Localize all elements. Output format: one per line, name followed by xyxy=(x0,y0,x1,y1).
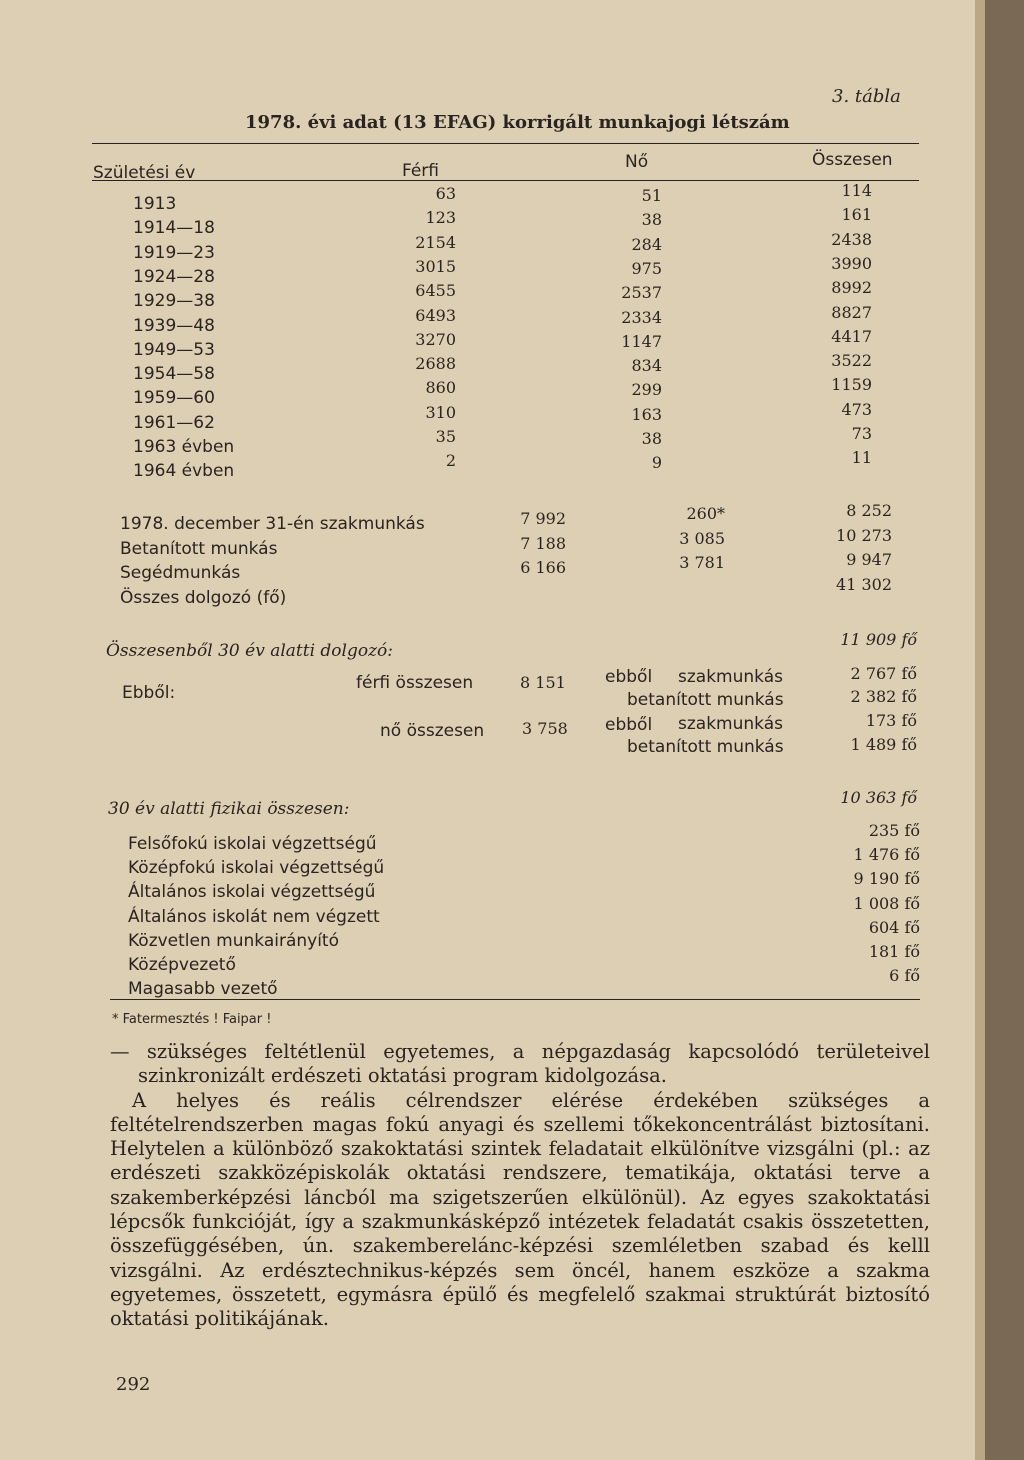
female-skilled-value: 173 fő xyxy=(865,711,917,730)
summary-row-total: 10 273 xyxy=(836,526,892,545)
summary-row-female: 260* xyxy=(686,504,725,523)
table-row-total: 114 xyxy=(841,181,872,200)
physical-item-value: 235 fő xyxy=(868,821,920,840)
table-row-year: 1964 évben xyxy=(133,461,235,482)
table-row-male: 310 xyxy=(425,402,456,422)
physical-item-label: Általános iskolai végzettségű xyxy=(128,882,376,903)
summary-row-label: 1978. december 31-én szakmunkás xyxy=(120,514,425,534)
table-row-female: 38 xyxy=(641,210,662,230)
table-row-year: 1963 évben xyxy=(133,437,235,457)
summary-row-total: 41 302 xyxy=(836,575,892,594)
under30-total: 11 909 fő xyxy=(840,630,917,649)
header-female: Nő xyxy=(625,152,649,172)
female-skilled-label: szakmunkás xyxy=(678,714,783,734)
table-row-female: 299 xyxy=(631,380,662,400)
table-row-male: 123 xyxy=(425,208,456,228)
table-row-total: 1159 xyxy=(831,375,872,395)
table-row-year: 1949—53 xyxy=(133,339,215,360)
table-row-male: 63 xyxy=(435,184,456,203)
summary-row-label: Segédmunkás xyxy=(120,563,241,583)
physical-total: 10 363 fő xyxy=(840,788,917,807)
table-row-year: 1961—62 xyxy=(133,412,215,433)
table-row-female: 1147 xyxy=(621,331,662,351)
table-row-female: 51 xyxy=(641,186,662,205)
table-row-total: 11 xyxy=(851,448,872,468)
male-total-label: férfi összesen xyxy=(356,673,474,693)
table-row-total: 8992 xyxy=(831,278,872,298)
male-skilled-label: szakmunkás xyxy=(678,667,783,687)
physical-item-label: Általános iskolát nem végzett xyxy=(128,906,380,927)
table-row-female: 284 xyxy=(631,234,662,254)
female-trained-label: betanított munkás xyxy=(627,737,784,757)
body-paragraph-2: A helyes és reális célrendszer elérése érdekében szükséges a feltételrendszerben magas fokú anyagi és szellemi tőkekoncentrálást biztosítani. Helytelen a különböző szakoktatási szintek feladatait elkülönítve vizsgálni (pl.: az erdészeti szakközépiskolák oktatási rendszere, tematikája, oktatási terve a szakemberképzési láncból ma szigetszerűen elkülönül). Az egyes szakoktatási lépcsők funkcióját, így a szakmunkásképző intézetek feladatát csakis összetetten, összefüggésében, ún. szakemberelánc-képzési szemléletben szabad és kelll vizsgálni. Az erdésztechnikus-képzés sem öncél, hanem eszköze a szakma egyetemes, összetett, egymásra épülő és megfelelő szakmai struktúrát biztosító oktatási politikájának. xyxy=(110,1088,930,1331)
header-total: Összesen xyxy=(812,150,893,170)
under30-title: Összesenből 30 év alatti dolgozó: xyxy=(106,641,393,661)
table-row-total: 8827 xyxy=(831,302,872,322)
summary-row-female: 3 085 xyxy=(679,529,725,548)
footnote: * Fatermesztés ! Faipar ! xyxy=(112,1012,272,1027)
table-row-year: 1954—58 xyxy=(133,364,215,385)
body-paragraph-1: — szükséges feltétlenül egyetemes, a népgazdaság kapcsolódó területeivel szinkronizált erdészeti oktatási program kidolgozása. xyxy=(110,1040,930,1088)
physical-item-value: 604 fő xyxy=(868,917,920,937)
under30-of-which: Ebből: xyxy=(122,683,176,703)
table-row-year: 1914—18 xyxy=(133,218,215,239)
table-row-male: 3270 xyxy=(415,329,456,349)
summary-row-total: 8 252 xyxy=(846,501,892,520)
physical-item-value: 1 008 fő xyxy=(853,893,920,913)
table-row-year: 1929—38 xyxy=(133,291,215,312)
table-row-total: 161 xyxy=(841,205,872,225)
table-row-female: 975 xyxy=(631,258,662,278)
body-text xyxy=(110,1040,930,1332)
page-number: 292 xyxy=(116,1374,151,1395)
physical-title: 30 év alatti fizikai összesen: xyxy=(108,799,350,819)
physical-item-value: 9 190 fő xyxy=(853,869,920,889)
summary-row-female: 3 781 xyxy=(679,553,725,572)
female-total-label: nő összesen xyxy=(380,721,485,741)
table-row-year: 1939—48 xyxy=(133,315,215,336)
table-row-male: 2 xyxy=(445,451,456,471)
male-total-value: 8 151 xyxy=(520,673,566,692)
table-row-total: 473 xyxy=(841,399,872,419)
top-rule xyxy=(92,143,919,144)
header-male: Férfi xyxy=(402,161,440,181)
table-row-female: 2537 xyxy=(621,283,662,303)
physical-item-label: Közvetlen munkairányító xyxy=(128,930,339,951)
table-row-female: 834 xyxy=(631,356,662,376)
physical-item-label: Középfokú iskolai végzettségű xyxy=(128,858,385,879)
table-row-total: 2438 xyxy=(831,229,872,249)
summary-row-male: 7 188 xyxy=(520,534,566,553)
male-of-which: ebből xyxy=(605,667,653,687)
physical-item-label: Magasabb vezető xyxy=(128,979,278,1000)
table-number: 3. tábla xyxy=(832,86,901,107)
table-title: 1978. évi adat (13 EFAG) korrigált munkajogi létszám xyxy=(245,112,790,133)
male-trained-value: 2 382 fő xyxy=(850,687,917,706)
summary-row-male: 6 166 xyxy=(520,558,566,577)
physical-item-value: 6 fő xyxy=(889,966,920,986)
table-row-male: 3015 xyxy=(415,256,456,276)
table-row-male: 2688 xyxy=(415,354,456,374)
table-row-male: 6493 xyxy=(415,305,456,325)
female-total-value: 3 758 xyxy=(522,719,568,738)
summary-row-total: 9 947 xyxy=(846,550,892,569)
physical-item-label: Középvezető xyxy=(128,955,236,975)
female-trained-value: 1 489 fő xyxy=(850,735,917,754)
male-skilled-value: 2 767 fő xyxy=(850,664,917,683)
physical-item-value: 1 476 fő xyxy=(853,845,920,865)
table-row-year: 1919—23 xyxy=(133,242,215,263)
table-row-total: 3990 xyxy=(831,253,872,273)
table-row-total: 4417 xyxy=(831,326,872,346)
male-trained-label: betanított munkás xyxy=(627,690,784,710)
book-spine xyxy=(985,0,1024,1460)
table-row-total: 73 xyxy=(851,424,872,443)
table-row-male: 6455 xyxy=(415,281,456,301)
physical-item-value: 181 fő xyxy=(868,942,920,961)
summary-row-male: 7 992 xyxy=(520,509,566,528)
summary-row-label: Betanított munkás xyxy=(120,539,278,559)
table-row-female: 163 xyxy=(631,404,662,424)
female-of-which: ebből xyxy=(605,715,653,735)
table-row-female: 38 xyxy=(641,429,662,448)
table-row-female: 9 xyxy=(651,453,662,473)
table-row-male: 2154 xyxy=(415,232,456,252)
table-row-male: 35 xyxy=(435,427,456,446)
table-row-year: 1924—28 xyxy=(133,266,215,287)
table-row-male: 860 xyxy=(425,378,456,398)
table-row-year: 1913 xyxy=(133,194,177,214)
table-row-female: 2334 xyxy=(621,307,662,327)
header-birth-year: Születési év xyxy=(93,163,196,183)
table-row-total: 3522 xyxy=(831,351,872,371)
physical-item-label: Felsőfokú iskolai végzettségű xyxy=(128,834,377,854)
summary-row-label: Összes dolgozó (fő) xyxy=(120,588,287,608)
table-row-year: 1959—60 xyxy=(133,388,215,409)
header-rule xyxy=(92,180,919,181)
